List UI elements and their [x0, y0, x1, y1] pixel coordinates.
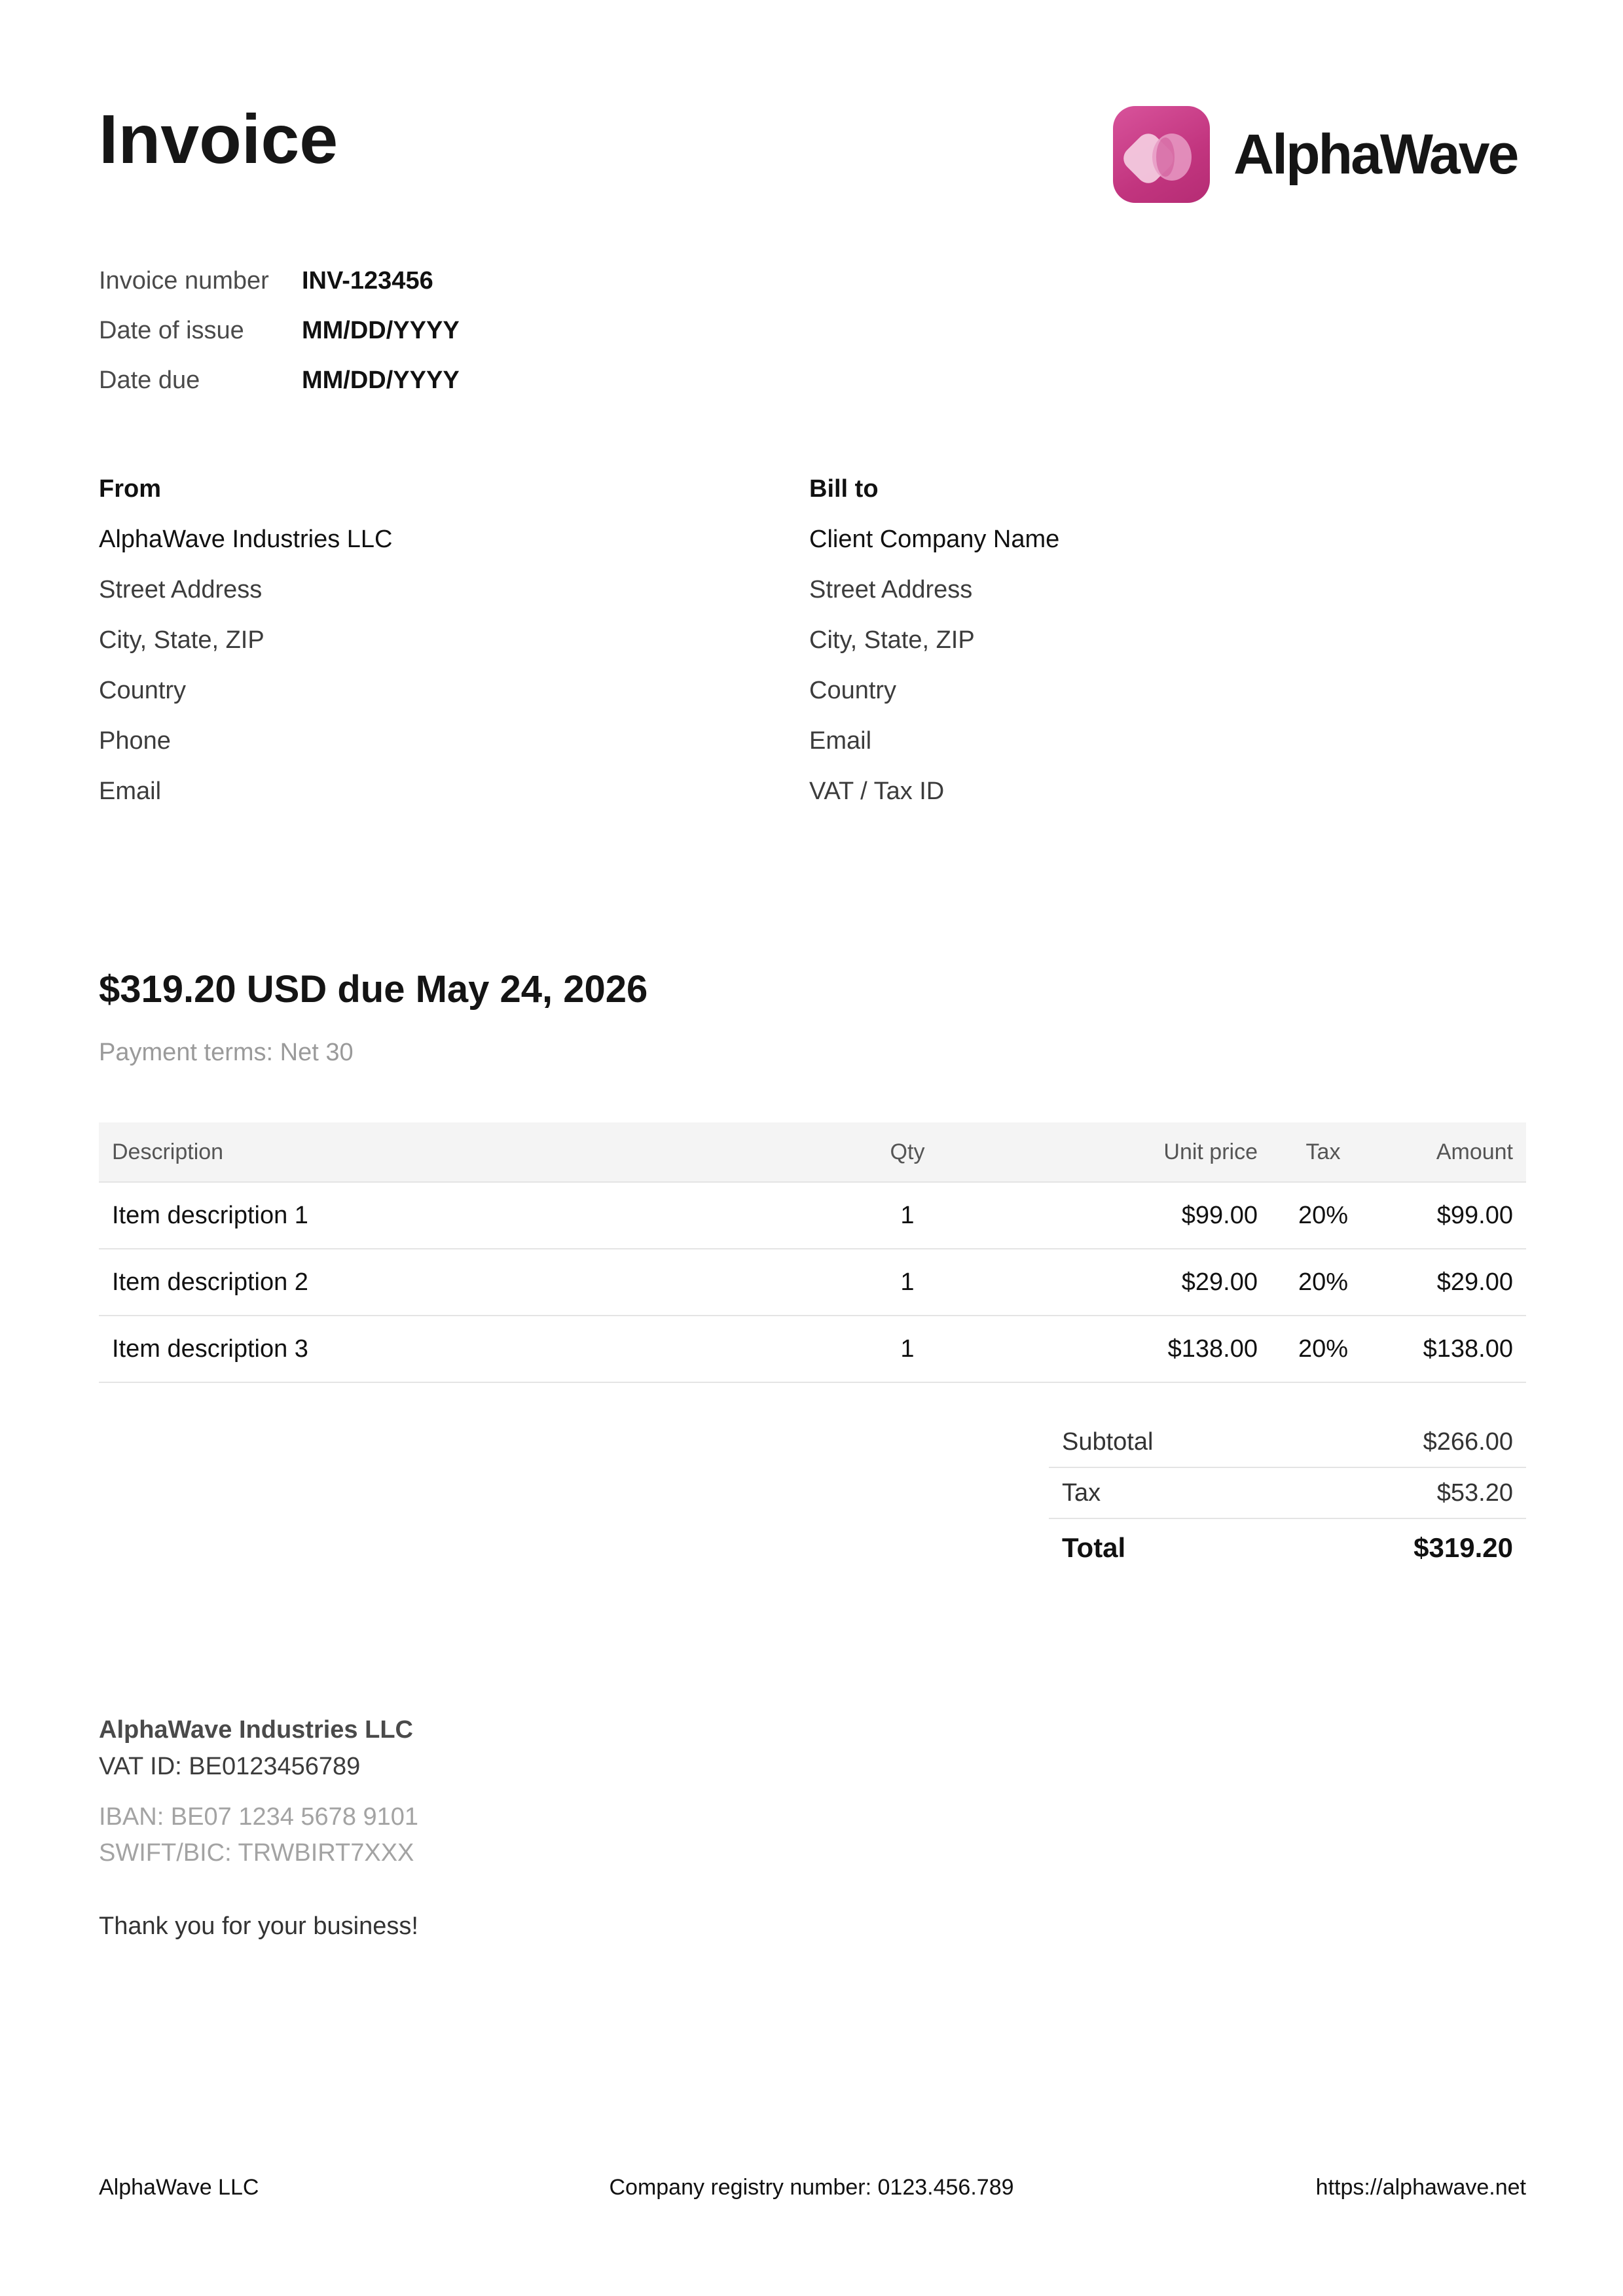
item-amount: $29.00	[1436, 1268, 1513, 1296]
items-table	[99, 1122, 1526, 1383]
table-row	[99, 1316, 1526, 1383]
item-unit-price: $138.00	[1167, 1335, 1258, 1363]
company-name: AlphaWave Industries LLC	[99, 1716, 413, 1744]
thank-you-note: Thank you for your business!	[99, 1912, 418, 1940]
from-line: Phone	[99, 727, 171, 755]
date-of-issue: MM/DD/YYYY	[302, 317, 460, 344]
item-amount: $99.00	[1436, 1201, 1513, 1229]
item-unit-price: $99.00	[1181, 1201, 1258, 1229]
bill-to-line: Client Company Name	[809, 526, 1060, 553]
swift-bic: SWIFT/BIC: TRWBIRT7XXX	[99, 1839, 414, 1867]
item-description: Item description 3	[112, 1335, 308, 1363]
total-value: $319.20	[1413, 1532, 1513, 1563]
subtotal-value: $266.00	[1423, 1427, 1513, 1456]
invoice-title: Invoice	[99, 101, 338, 178]
footer-registry: Company registry number: 0123.456.789	[609, 2175, 1014, 2200]
bill-to-line: VAT / Tax ID	[809, 778, 945, 805]
item-tax: 20%	[1298, 1268, 1349, 1296]
bill-to-line: Street Address	[809, 576, 973, 603]
header-description: Description	[112, 1139, 224, 1164]
tax-value: $53.20	[1436, 1479, 1513, 1507]
iban: IBAN: BE07 1234 5678 9101	[99, 1803, 419, 1831]
item-description: Item description 1	[112, 1201, 308, 1229]
from-block	[99, 475, 393, 827]
header-tax: Tax	[1305, 1139, 1341, 1164]
tax-row	[1049, 1468, 1526, 1519]
date-due: MM/DD/YYYY	[302, 367, 460, 394]
vat-id: VAT ID: BE0123456789	[99, 1753, 361, 1780]
total-label: Total	[1062, 1532, 1126, 1563]
item-tax: 20%	[1298, 1335, 1349, 1363]
item-qty: 1	[900, 1201, 915, 1229]
meta-label: Date of issue	[99, 317, 244, 344]
footer-website-link[interactable]: https://alphawave.net	[1315, 2175, 1526, 2200]
bill-to-line: Email	[809, 727, 872, 755]
brand-logo	[1113, 105, 1518, 204]
brand-mark-icon	[1113, 106, 1210, 203]
payment-terms: Payment terms: Net 30	[99, 1039, 354, 1066]
meta-label: Invoice number	[99, 267, 269, 295]
footer-company: AlphaWave LLC	[99, 2175, 259, 2200]
table-row	[99, 1183, 1526, 1249]
brand-name: AlphaWave	[1233, 122, 1518, 186]
from-line: Email	[99, 778, 162, 805]
item-qty: 1	[900, 1268, 915, 1296]
header-amount: Amount	[1436, 1139, 1513, 1164]
from-heading: From	[99, 475, 161, 503]
totals-block	[1049, 1417, 1526, 1577]
item-amount: $138.00	[1423, 1335, 1513, 1363]
item-description: Item description 2	[112, 1268, 308, 1296]
from-line: AlphaWave Industries LLC	[99, 526, 393, 553]
subtotal-row	[1049, 1417, 1526, 1468]
table-header	[99, 1122, 1526, 1183]
item-qty: 1	[900, 1335, 915, 1363]
from-line: Country	[99, 677, 187, 704]
header-unit-price: Unit price	[1163, 1139, 1258, 1164]
item-unit-price: $29.00	[1181, 1268, 1258, 1296]
bill-to-line: Country	[809, 677, 897, 704]
date-of-issue-row	[99, 316, 460, 345]
bill-to-line: City, State, ZIP	[809, 626, 975, 654]
invoice-number-row	[99, 266, 433, 295]
from-line: Street Address	[99, 576, 263, 603]
bill-to-heading: Bill to	[809, 475, 879, 503]
item-tax: 20%	[1298, 1201, 1349, 1229]
invoice-number: INV-123456	[302, 267, 433, 295]
meta-label: Date due	[99, 367, 200, 394]
subtotal-label: Subtotal	[1062, 1427, 1154, 1456]
tax-label: Tax	[1062, 1479, 1101, 1507]
total-row	[1049, 1519, 1526, 1577]
table-row	[99, 1249, 1526, 1316]
bill-to-block	[809, 475, 1059, 827]
date-due-row	[99, 366, 460, 395]
from-line: City, State, ZIP	[99, 626, 264, 654]
amount-due-headline: $319.20 USD due May 24, 2026	[99, 968, 648, 1011]
header-qty: Qty	[890, 1139, 925, 1164]
